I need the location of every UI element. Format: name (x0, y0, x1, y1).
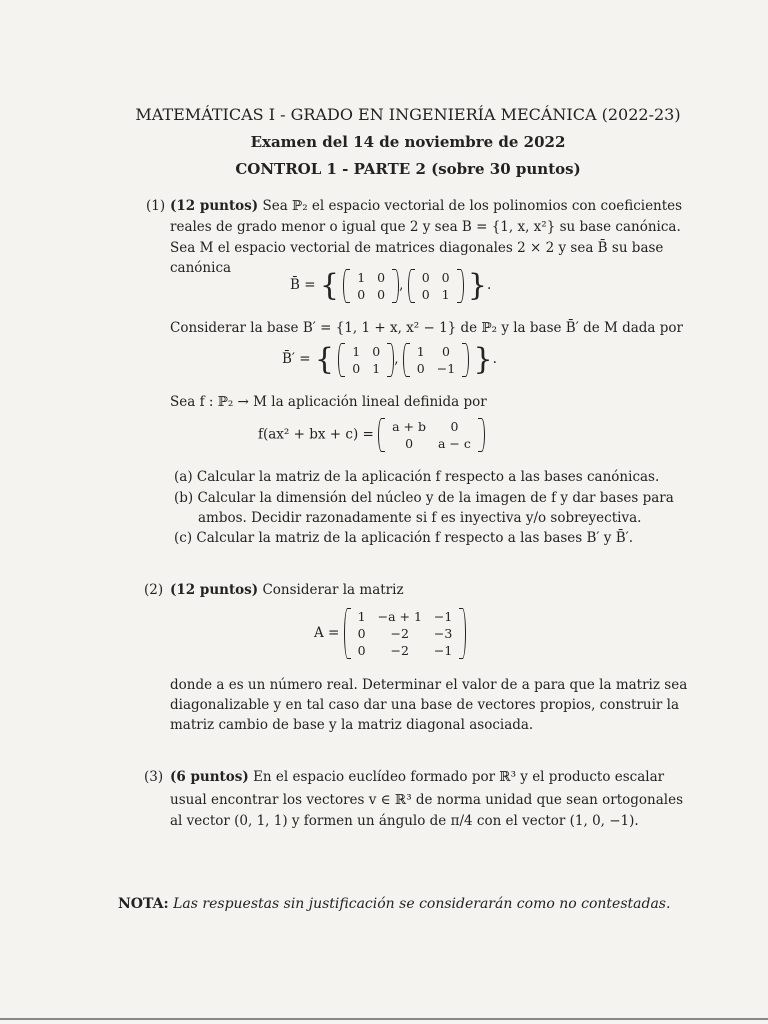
problem-1-line-2: reales de grado menor o igual que 2 y sea B = {1, x, x²} su base canónica. (170, 219, 681, 235)
note (118, 896, 670, 912)
equation-matrix-A: A = 1 −a + 1 −1 0 −2 −3 0 −2 −1 (314, 608, 466, 659)
problem-1-line-3: Sea M el espacio vectorial de matrices diagonales 2 × 2 y sea B̄ su base (170, 240, 664, 256)
matrix-e1: 1 0 0 0 (343, 269, 399, 303)
problem-1-part-b-line-1: (b) Calcular la dimensión del núcleo y de la imagen de f y dar bases para (174, 490, 674, 506)
problem-2-line-2: donde a es un número real. Determinar el valor de a para que la matriz sea (170, 677, 688, 693)
problem-1-part-b-line-2: ambos. Decidir razonadamente si f es inyectiva y/o sobreyectiva. (198, 510, 642, 526)
exam-date: Examen del 14 de noviembre de 2022 (250, 133, 566, 151)
note-label: NOTA: (118, 896, 169, 912)
problem-2-points: (12 puntos) (170, 582, 259, 598)
matrix-b1: 1 0 0 1 (338, 343, 394, 377)
problem-1-number: (1) (146, 198, 166, 214)
problem-2-line-4: matriz cambio de base y la matriz diagonal asociada. (170, 717, 534, 733)
matrix-b2: 1 0 0 −1 (403, 343, 469, 377)
problem-2-line-3: diagonalizable y en tal caso dar una base de vectores propios, construir la (170, 697, 679, 713)
note-text: Las respuestas sin justificación se considerarán como no contestadas. (168, 896, 671, 912)
matrix-e2: 0 0 0 1 (408, 269, 464, 303)
problem-3-number: (3) (144, 769, 164, 785)
problem-1-line-5: Considerar la base B′ = {1, 1 + x, x² − 1} de ℙ₂ y la base B̄′ de M dada por (170, 320, 683, 336)
equation-linear-map: f(ax² + bx + c) = a + b 0 0 a − c (258, 418, 485, 452)
matrix-A: 1 −a + 1 −1 0 −2 −3 0 −2 −1 (344, 608, 467, 659)
problem-1-part-c: (c) Calcular la matriz de la aplicación f respecto a las bases B′ y B̄′. (174, 530, 633, 546)
problem-3-line-1: (6 puntos) En el espacio euclídeo formado por ℝ³ y el producto escalar (170, 769, 665, 785)
matrix-f: a + b 0 0 a − c (378, 418, 485, 452)
problem-1-line-1: (12 puntos) Sea ℙ₂ el espacio vectorial de los polinomios con coeficientes (170, 198, 683, 214)
problem-3-line-2: usual encontrar los vectores v ∈ ℝ³ de norma unidad que sean ortogonales (170, 792, 684, 808)
problem-1-line-4: canónica (170, 260, 232, 276)
equation-canonical-basis-M: B̄ = { 1 0 0 0 , 0 0 0 1 }. (290, 268, 492, 303)
equation-basis-B-prime-M: B̄′ = { 1 0 0 1 , 1 0 0 −1 }. (282, 342, 497, 377)
problem-3-points: (6 puntos) (170, 769, 249, 785)
problem-1-line-6: Sea f : ℙ₂ → M la aplicación lineal definida por (170, 394, 487, 410)
problem-2-number: (2) (144, 582, 164, 598)
problem-1-part-a: (a) Calcular la matriz de la aplicación f respecto a las bases canónicas. (174, 469, 660, 485)
problem-3-line-3: al vector (0, 1, 1) y formen un ángulo de π/4 con el vector (1, 0, −1). (170, 813, 639, 829)
exam-title: MATEMÁTICAS I - GRADO EN INGENIERÍA MECÁNICA (2022-23) (135, 105, 681, 124)
problem-1-points: (12 puntos) (170, 198, 259, 214)
problem-2-line-1: (12 puntos) Considerar la matriz (170, 582, 404, 598)
exam-part: CONTROL 1 - PARTE 2 (sobre 30 puntos) (235, 160, 581, 178)
scan-edge-line (0, 1018, 768, 1020)
